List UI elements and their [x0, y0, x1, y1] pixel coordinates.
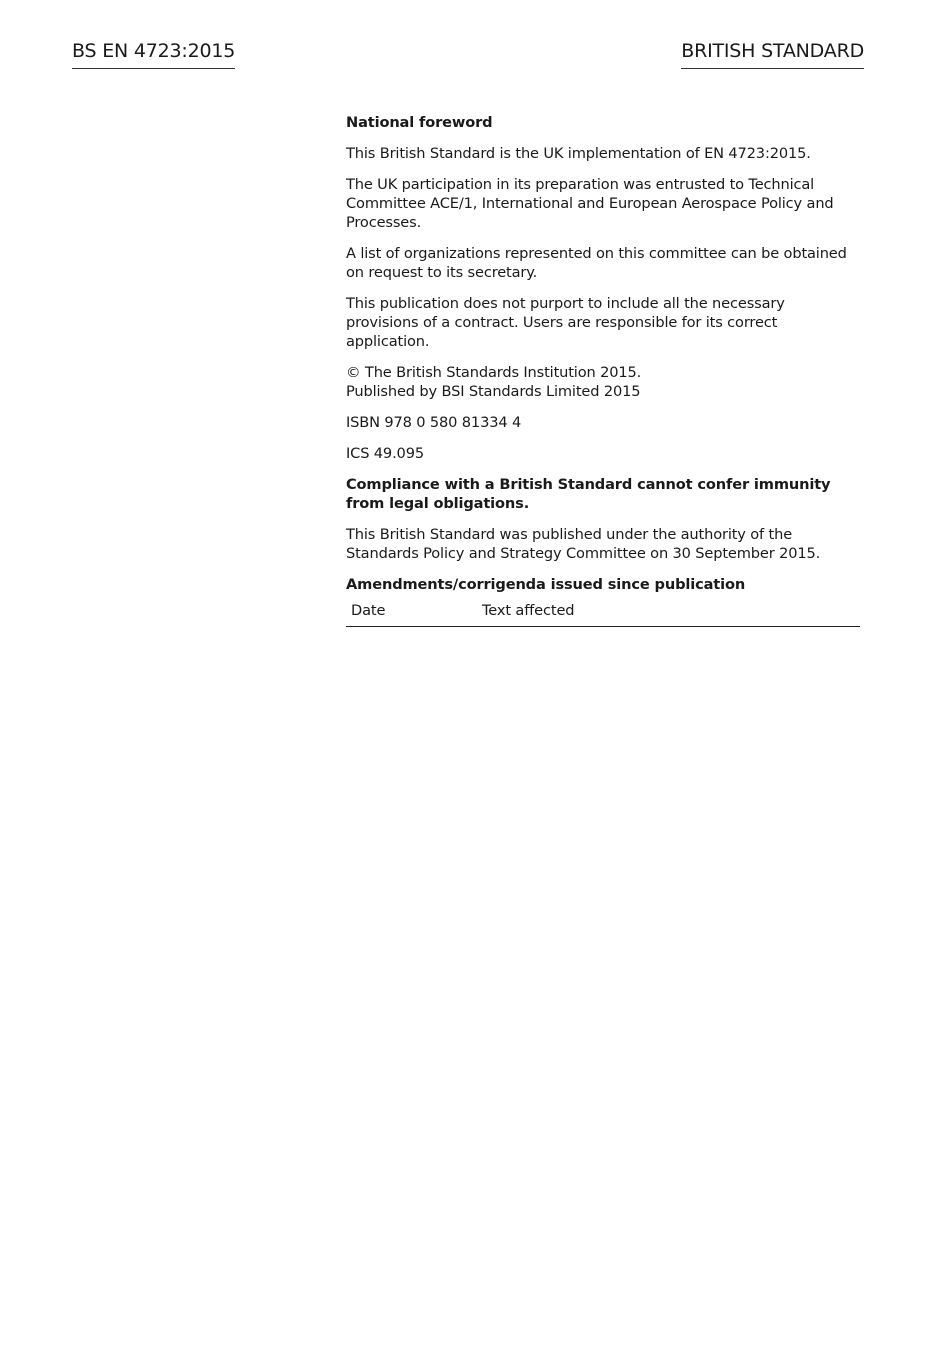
standard-type-label: BRITISH STANDARD: [681, 39, 864, 69]
compliance-notice: Compliance with a British Standard cannot confer immunity from legal obligations.: [346, 476, 831, 512]
document-code: BS EN 4723:2015: [72, 39, 235, 69]
implementation-paragraph: This British Standard is the UK implementation of EN 4723:2015.: [346, 145, 811, 162]
copyright-block: [346, 363, 860, 401]
contract-paragraph: This publication does not purport to include all the necessary provisions of a contract. Users are responsible for its correct application.: [346, 295, 785, 350]
copyright-line: © The British Standards Institution 2015.: [346, 364, 642, 381]
participation-paragraph: The UK participation in its preparation was entrusted to Technical Committee ACE/1, International and European Aerospace Policy and Processes.: [346, 176, 834, 231]
foreword-section: [346, 113, 860, 627]
amendments-title: Amendments/corrigenda issued since publication: [346, 576, 746, 593]
amendments-header-row: [346, 600, 860, 627]
amendments-table: [346, 600, 860, 627]
publisher-line: Published by BSI Standards Limited 2015: [346, 383, 641, 400]
column-header-date: Date: [346, 600, 477, 627]
isbn: ISBN 978 0 580 81334 4: [346, 414, 522, 431]
authority-paragraph: This British Standard was published under the authority of the Standards Policy and Strategy Committee on 30 September 2015.: [346, 526, 821, 562]
organizations-paragraph: A list of organizations represented on this committee can be obtained on request to its secretary.: [346, 245, 847, 281]
column-header-text-affected: Text affected: [477, 600, 860, 627]
foreword-title: National foreword: [346, 114, 493, 131]
ics-code: ICS 49.095: [346, 445, 424, 462]
